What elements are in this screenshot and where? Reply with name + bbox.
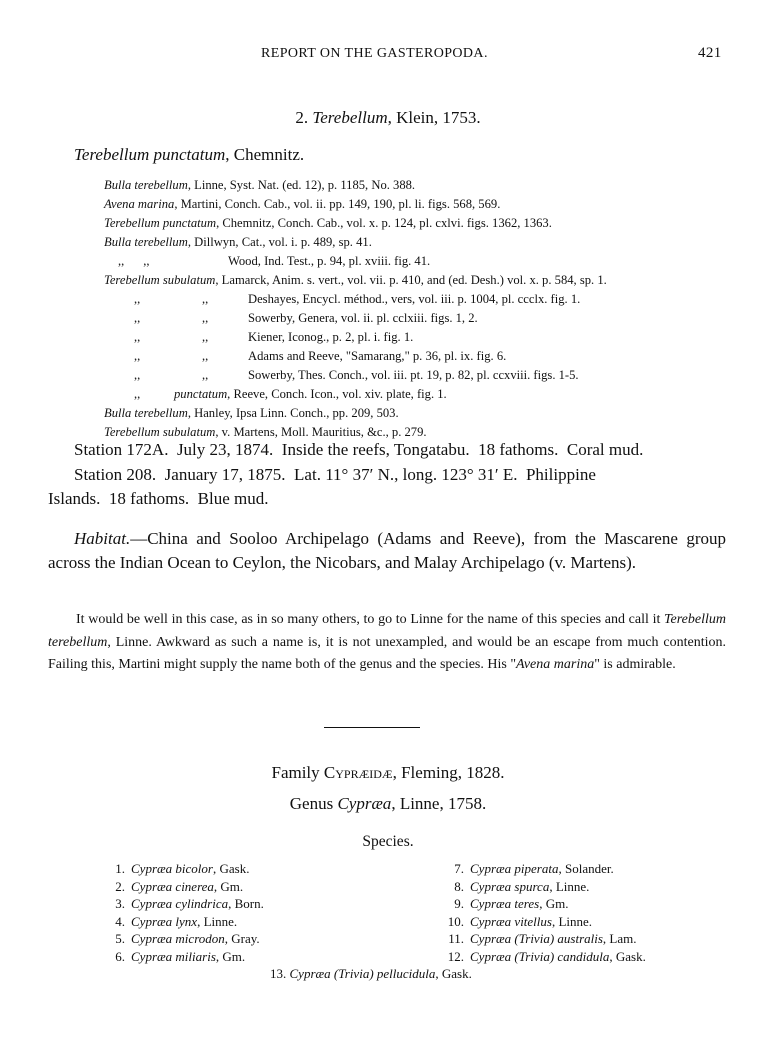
synonymy-entry: ,, ,, Deshayes, Encycl. méthod., vers, vol. iii. p. 1004, pl. ccclx. fig. 1.: [134, 292, 581, 306]
synonymy-entry: Avena marina, Martini, Conch. Cab., vol. ii. pp. 149, 190, pl. li. figs. 568, 569.: [104, 197, 501, 211]
cypraea-genus-heading: Genus Cypræa, Linne, 1758.: [289, 794, 487, 813]
remark-paragraph: It would be well in this case, as in so many others, to go to Linne for the name of this species and call it Terebellum terebellum, Linne. Awkward as such a name is, it is not unexampled, and would be an escape from much contention. Failing this, Martini might supply the name both of the genus and the species. His "Avena marina" is admirable.: [48, 612, 726, 672]
synonymy-entry: Bulla terebellum, Dillwyn, Cat., vol. i. p. 489, sp. 41.: [104, 235, 372, 249]
species-heading: [74, 145, 304, 165]
species-list-left: [110, 860, 264, 966]
species-item: 8. Cypræa spurca, Linne.: [454, 878, 590, 894]
family-heading: Family Cypræidæ, Fleming, 1828.: [271, 763, 505, 782]
species-item: 3. Cypræa cylindrica, Born.: [115, 896, 264, 912]
species-list-right: [442, 860, 646, 966]
station-line: Islands. 18 fathoms. Blue mud.: [48, 489, 269, 508]
species-label: Species.: [362, 833, 414, 850]
synonymy-entry: ,, ,, Kiener, Iconog., p. 2, pl. i. fig. 1.: [134, 330, 414, 344]
species-author: , Chemnitz.: [225, 145, 305, 164]
synonymy-entry: ,, punctatum, Reeve, Conch. Icon., vol. xiv. plate, fig. 1.: [134, 387, 447, 401]
family-name: Cypræidæ: [323, 763, 393, 782]
synonymy-entry: Terebellum subulatum, v. Martens, Moll. Mauritius, &c., p. 279.: [104, 425, 427, 439]
species-item-last: 13. Cypræa (Trivia) pellucidula, Gask.: [270, 966, 472, 981]
synonymy-entry: Bulla terebellum, Linne, Syst. Nat. (ed. 12), p. 1185, No. 388.: [104, 178, 416, 192]
synonymy-entry: Terebellum subulatum, Lamarck, Anim. s. vert., vol. vii. p. 410, and (ed. Desh.) vol. x. p. 584, sp. 1.: [104, 273, 607, 287]
genus-author: Klein, 1753.: [396, 108, 481, 127]
species-item: 2. Cypræa cinerea, Gm.: [115, 878, 244, 894]
species-item: 5. Cypræa microdon, Gray.: [115, 931, 260, 947]
synonymy-entry: Terebellum punctatum, Chemnitz, Conch. Cab., vol. x. p. 124, pl. cxlvi. figs. 1362, 1363.: [104, 216, 552, 230]
synonymy-list: [104, 176, 607, 442]
species-item: 12. Cypræa (Trivia) candidula, Gask.: [447, 948, 646, 964]
habitat-text: —China and Sooloo Archipelago (Adams and Reeve), from the Mascarene group across the Indian Ocean to Ceylon, the Nicobars, and Malay Archipelago (v. Martens).: [48, 529, 726, 572]
synonymy-entry: ,, ,, Sowerby, Genera, vol. ii. pl. cclxiii. figs. 1, 2.: [134, 311, 478, 325]
habitat-label: Habitat.: [74, 529, 131, 548]
species-item: 1. Cypræa bicolor, Gask.: [115, 861, 250, 876]
species-item: 6. Cypræa miliaris, Gm.: [115, 948, 246, 964]
page-number: 421: [698, 45, 722, 61]
species-item: 11. Cypræa (Trivia) australis, Lam.: [448, 931, 637, 947]
genus-number: 2.: [295, 108, 309, 127]
habitat-paragraph: [48, 527, 726, 574]
synonymy-entry: ,, ,, Wood, Ind. Test., p. 94, pl. xviii. fig. 41.: [118, 254, 431, 268]
synonymy-entry: ,, ,, Sowerby, Thes. Conch., vol. iii. pt. 19, p. 82, pl. ccxviii. figs. 1-5.: [134, 368, 579, 382]
station-line: Station 172A. July 23, 1874. Inside the reefs, Tongatabu. 18 fathoms. Coral mud.: [74, 440, 644, 459]
section-divider: [324, 727, 420, 728]
species-item: 4. Cypræa lynx, Linne.: [115, 913, 238, 929]
species-item: 7. Cypræa piperata, Solander.: [454, 861, 614, 876]
cypraea-genus-name: Cypræa: [337, 794, 392, 813]
species-item: 10. Cypræa vitellus, Linne.: [447, 913, 593, 929]
station-line: Station 208. January 17, 1875. Lat. 11° 37′ N., long. 123° 31′ E. Philippine: [74, 465, 596, 484]
synonymy-entry: ,, ,, Adams and Reeve, "Samarang," p. 36, pl. ix. fig. 6.: [134, 349, 507, 363]
genus-name: Terebellum: [312, 108, 388, 127]
species-item: 9. Cypræa teres, Gm.: [454, 896, 569, 912]
synonymy-entry: Bulla terebellum, Hanley, Ipsa Linn. Conch., pp. 209, 503.: [104, 406, 399, 420]
running-header-title: REPORT ON THE GASTEROPODA.: [261, 46, 488, 61]
species-name: Terebellum punctatum: [74, 145, 226, 164]
genus-heading: 2. Terebellum, Klein, 1753.: [295, 108, 481, 127]
